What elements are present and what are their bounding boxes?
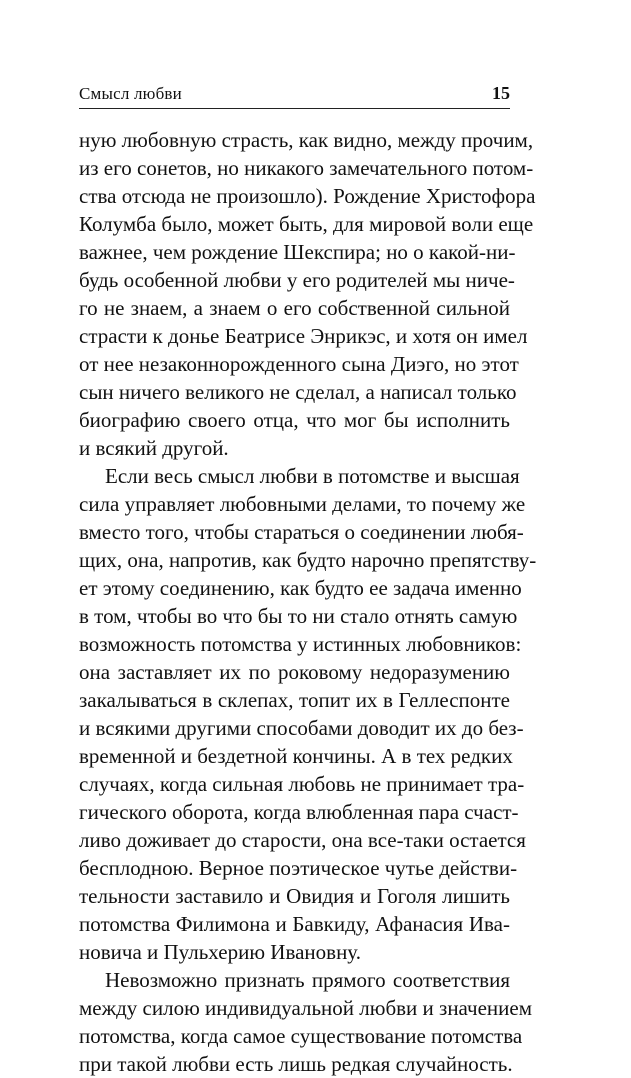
text-line: сила управляет любовными делами, то почему же <box>79 492 526 516</box>
text-line: сын ничего великого не сделал, а написал только <box>79 380 517 404</box>
text-line: ет этому соединению, как будто ее задача именно <box>79 576 522 600</box>
text-line: ства отсюда не произошло). Рождение Христофора <box>79 184 536 208</box>
text-line: она заставляет их по роковому недоразумению <box>79 660 510 684</box>
text-line: страсти к донье Беатрисе Энрикэс, и хотя он имел <box>79 324 528 348</box>
text-line: ливо доживает до старости, она все-таки остается <box>79 828 526 852</box>
text-line: го не знаем, а знаем о его собственной сильной <box>79 296 510 320</box>
text-line: ную любовную страсть, как видно, между прочим, <box>79 128 534 152</box>
text-line: потомства Филимона и Бавкиду, Афанасия Ива- <box>79 912 510 936</box>
text-line: гического оборота, когда влюбленная пара счаст- <box>79 800 519 824</box>
text-line: будь особенной любви у его родителей мы ниче- <box>79 268 515 292</box>
text-line: бесплодною. Верное поэтическое чутье действи- <box>79 856 518 880</box>
text-line: и всякий другой. <box>79 436 229 460</box>
text-line: при такой любви есть лишь редкая случайность. <box>79 1052 513 1076</box>
text-line: важнее, чем рождение Шекспира; но о какой-ни- <box>79 240 516 264</box>
text-line: между силою индивидуальной любви и значением <box>79 996 533 1020</box>
text-line: вместо того, чтобы стараться о соединении любя- <box>79 520 524 544</box>
text-line: биографию своего отца, что мог бы исполнить <box>79 408 510 432</box>
running-title: Смысл любви <box>79 84 182 103</box>
text-line: и всякими другими способами доводит их до без- <box>79 716 524 740</box>
text-line: щих, она, напротив, как будто нарочно препятству- <box>79 548 537 572</box>
body-text <box>79 126 537 1078</box>
text-line: из его сонетов, но никакого замечательного потом- <box>79 156 534 180</box>
text-line: возможность потомства у истинных любовников: <box>79 632 522 656</box>
text-line: случаях, когда сильная любовь не принимает тра- <box>79 772 525 796</box>
text-line: от нее незаконнорожденного сына Диэго, но этот <box>79 352 519 376</box>
text-line: тельности заставило и Овидия и Гоголя лишить <box>79 884 510 908</box>
text-line: Невозможно признать прямого соответствия <box>105 968 510 992</box>
page-number: 15 <box>492 83 510 103</box>
text-line: потомства, когда самое существование потомства <box>79 1024 523 1048</box>
text-line: Если весь смысл любви в потомстве и высшая <box>105 464 520 488</box>
running-header <box>79 84 510 109</box>
text-line: закалываться в склепах, топит их в Геллеспонте <box>79 688 510 712</box>
text-line: Колумба было, может быть, для мировой воли еще <box>79 212 534 236</box>
text-line: новича и Пульхерию Ивановну. <box>79 940 361 964</box>
text-line: временной и бездетной кончины. А в тех редких <box>79 744 513 768</box>
text-line: в том, чтобы во что бы то ни стало отнять самую <box>79 604 518 628</box>
